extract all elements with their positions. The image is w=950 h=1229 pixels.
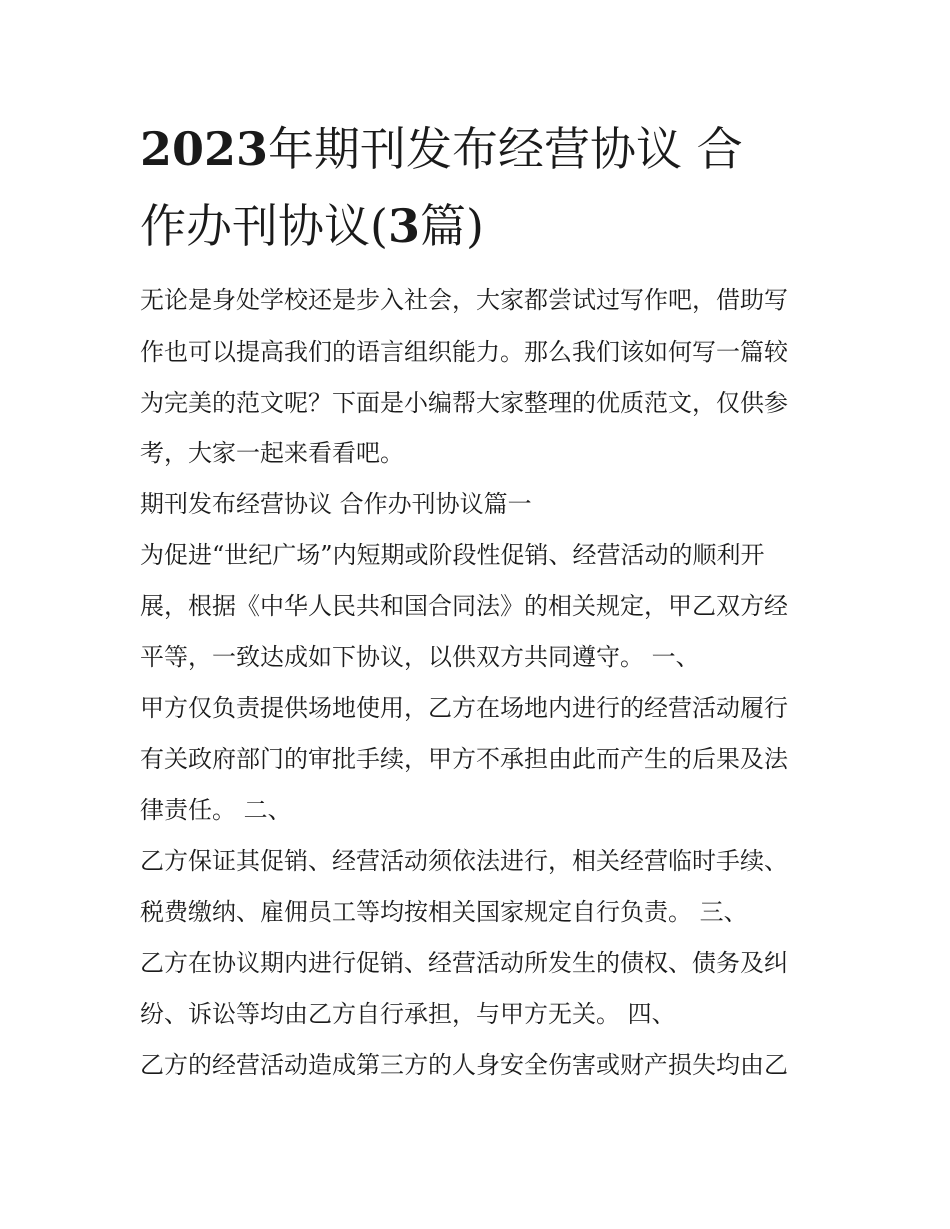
document-title-line-1	[140, 122, 812, 176]
title-text-2a: 作办刊协议(	[140, 199, 388, 253]
body-line: 乙方在协议期内进行促销、经营活动所发生的债权、债务及纠	[140, 949, 788, 977]
body-line: 平等，一致达成如下协议，以供双方共同遵守。 一、	[140, 643, 700, 671]
section-heading: 期刊发布经营协议 合作办刊协议篇一	[140, 490, 532, 518]
body-line: 乙方保证其促销、经营活动须依法进行，相关经营临时手续、	[140, 847, 788, 875]
body-line: 考，大家一起来看看吧。	[140, 439, 404, 467]
title-year: 2023	[140, 122, 269, 176]
title-text-1: 年期刊发布经营协议 合	[268, 122, 743, 176]
document-title-line-2	[140, 199, 812, 253]
title-text-2b: 篇)	[419, 199, 484, 253]
body-line: 乙方的经营活动造成第三方的人身安全伤害或财产损失均由乙	[140, 1051, 788, 1079]
body-line: 无论是身处学校还是步入社会，大家都尝试过写作吧，借助写	[140, 286, 788, 314]
body-line: 展，根据《中华人民共和国合同法》的相关规定，甲乙双方经	[140, 592, 788, 620]
body-line: 纷、诉讼等均由乙方自行承担，与甲方无关。 四、	[140, 1000, 676, 1028]
body-line: 有关政府部门的审批手续，甲方不承担由此而产生的后果及法	[140, 745, 788, 773]
body-line: 甲方仅负责提供场地使用，乙方在场地内进行的经营活动履行	[140, 694, 788, 722]
body-line: 为完美的范文呢？下面是小编帮大家整理的优质范文，仅供参	[140, 389, 788, 417]
title-count: 3	[387, 199, 420, 253]
body-line: 作也可以提高我们的语言组织能力。那么我们该如何写一篇较	[140, 338, 788, 366]
body-line: 为促进“世纪广场”内短期或阶段性促销、经营活动的顺利开	[140, 541, 765, 569]
body-line: 律责任。 二、	[140, 796, 292, 824]
body-line: 税费缴纳、雇佣员工等均按相关国家规定自行负责。 三、	[140, 898, 748, 926]
